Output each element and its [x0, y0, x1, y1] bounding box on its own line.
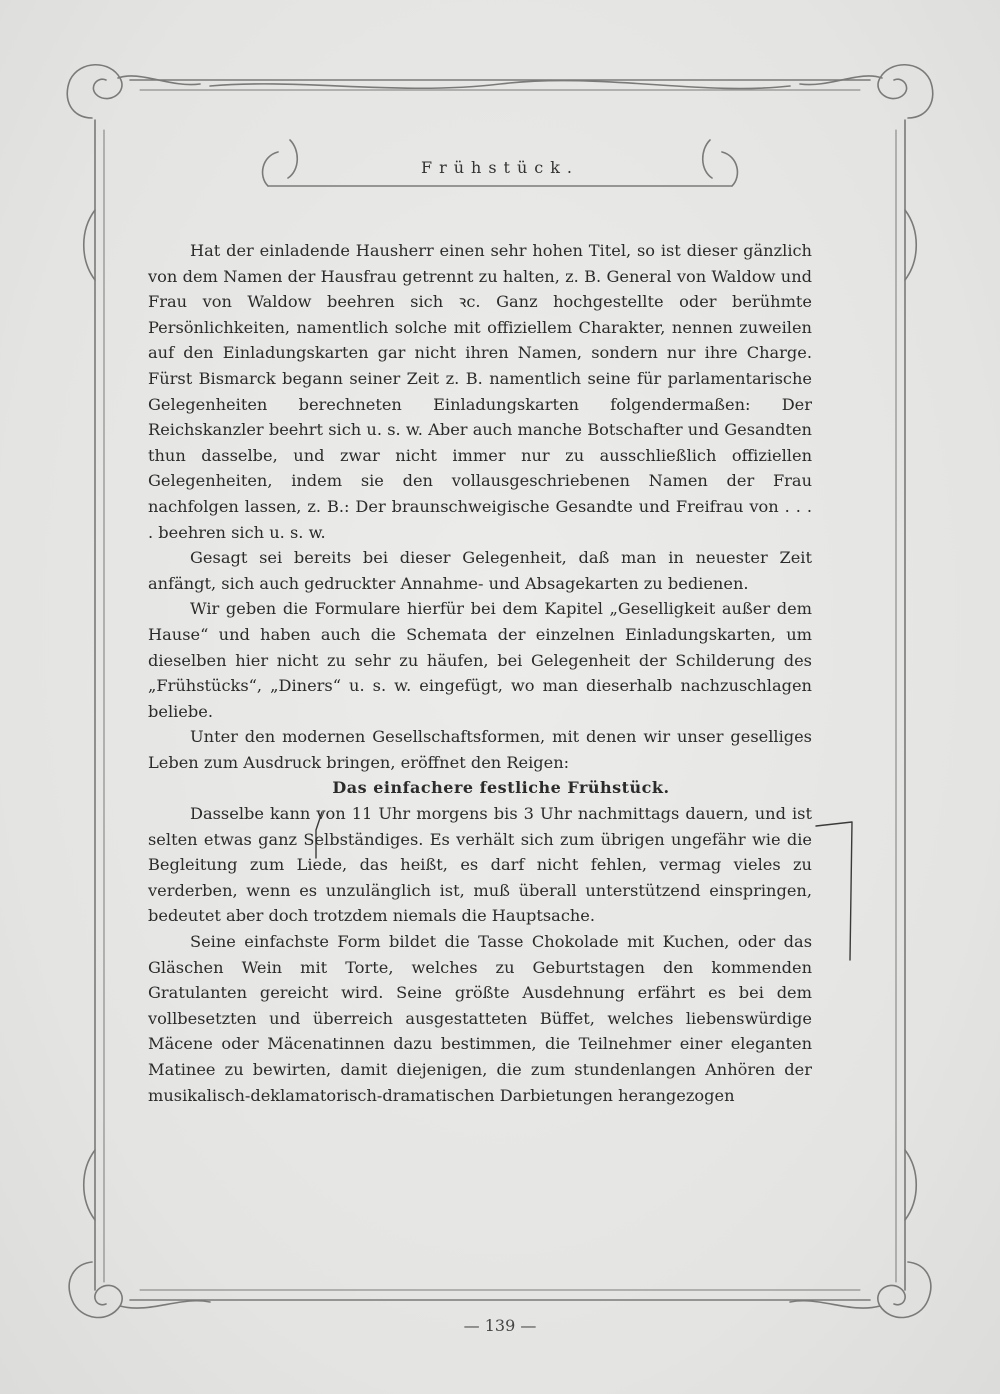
paragraph: Dasselbe kann von 11 Uhr morgens bis 3 Uhr nachmittags dauern, und ist selten etwas ganz Selbständiges. Es verhält sich zum übrigen ungefähr wie die Begleitung zum Liede, das heißt, es darf nicht fehlen, vermag vieles zu verderben, wenn es unzulänglich ist, muß überall unterstützend einspringen, bedeutet aber doch trotzdem niemals die Hauptsache.	[148, 804, 812, 926]
paragraph: Wir geben die Formulare hierfür bei dem Kapitel „Geselligkeit außer dem Hause“ und haben auch die Schemata der einzelnen Einladungskarten, um dieselben hier nicht zu sehr zu häufen, bei Gelegenheit der Schilderung des „Frühstücks“, „Diners“ u. s. w. eingefügt, wo man dieserhalb nachzuschlagen beliebe.	[148, 599, 812, 721]
top-scroll-band	[210, 81, 790, 89]
corner-flourish-top-right	[800, 65, 933, 118]
side-ornament-right	[905, 210, 916, 1220]
paragraph: Hat der einladende Hausherr einen sehr hohen Titel, so ist dieser gänzlich von dem Namen der Hausfrau getrennt zu halten, z. B. General von Waldow und Frau von Waldow beehren sich ꝛc. Ganz hochgestellte oder berühmte Persönlichkeiten, namentlich solche mit offiziellem Charakter, nennen zuweilen auf den Einladungskarten gar nicht ihren Namen, sondern nur ihre Charge. Fürst Bismarck begann seiner Zeit z. B. namentlich seine für parlamentarische Gelegenheiten berechneten Einladungskarten folgendermaßen: Der Reichskanzler beehrt sich u. s. w. Aber auch manche Botschafter und Gesandten thun dasselbe, und zwar nicht immer nur zu ausschließlich offiziellen Gelegenheiten, indem sie den vollausgeschriebenen Namen der Frau nachfolgen lassen, z. B.: Der braunschweigische Gesandte und Freifrau von . . . . beehren sich u. s. w.	[148, 241, 812, 542]
paragraph: Seine einfachste Form bildet die Tasse Chokolade mit Kuchen, oder das Gläschen Wein mit Torte, welches zu Geburtstagen den kommenden Gratulanten gereicht wird. Seine größte Ausdehnung erfährt es bei dem vollbesetzten und überreich ausgestatteten Büffet, welches liebenswürdige Mäcene oder Mäcenatinnen dazu bestimmen, die Teilnehmer einer eleganten Matinee zu bewirten, damit diejenigen, die zum stundenlangen Anhören der musikalisch-deklamatorisch-dramatischen Darbietungen herangezogen	[148, 932, 812, 1105]
corner-flourish-top-left	[67, 65, 200, 118]
running-header: Frühstück.	[420, 158, 580, 177]
paragraph: Gesagt sei bereits bei dieser Gelegenheit, daß man in neuester Zeit anfängt, sich auch gedruckter Annahme- und Absagekarten zu bedienen.	[148, 548, 812, 593]
section-heading: Das einfachere festliche Frühstück.	[332, 778, 670, 798]
body-text	[148, 238, 812, 1108]
paragraph: Unter den modernen Gesellschaftsformen, mit denen wir unser geselliges Leben zum Ausdruck bringen, eröffnet den Reigen:	[148, 727, 812, 772]
page-number: — 139 —	[463, 1316, 537, 1335]
side-ornament-left	[84, 210, 95, 1220]
